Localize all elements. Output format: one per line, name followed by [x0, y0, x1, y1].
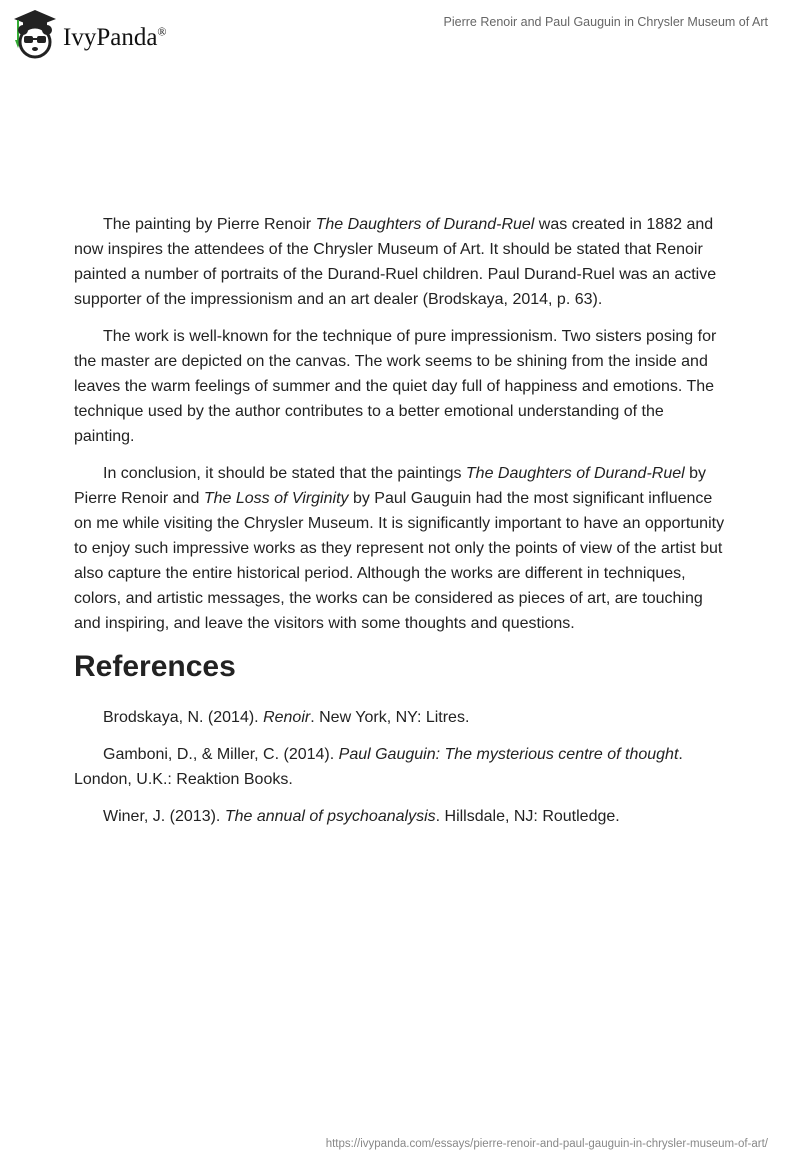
reference-item: [74, 804, 726, 829]
text: . Hillsdale, NJ: Routledge.: [435, 808, 620, 825]
painting-title: The Loss of Virginity: [203, 490, 349, 507]
panda-graduate-icon: [12, 8, 58, 60]
text: Brodskaya, N. (2014).: [103, 709, 264, 726]
painting-title: The Daughters of Durand-Ruel: [315, 216, 535, 233]
text: . New York, NY: Litres.: [310, 709, 470, 726]
reference-item: [74, 742, 726, 792]
paragraph: [74, 461, 726, 636]
text: Gamboni, D., & Miller, C. (2014).: [103, 746, 339, 763]
references-heading: References: [74, 650, 236, 683]
work-title: The annual of psychoanalysis: [224, 808, 436, 825]
painting-title: The Daughters of Durand-Ruel: [465, 465, 685, 482]
document-title: Pierre Renoir and Paul Gauguin in Chrysler Museum of Art: [443, 15, 768, 29]
paragraph: [74, 212, 726, 312]
text: In conclusion, it should be stated that the paintings: [103, 465, 466, 482]
essay-content: [74, 212, 726, 841]
text: The painting by Pierre Renoir: [103, 216, 316, 233]
ivypanda-logo[interactable]: [12, 8, 167, 60]
text: was created in 1882 and now inspires the attendees of the Chrysler Museum of Art. It should be stated that Renoir painted a number of portraits of the Durand-Ruel children. Paul Durand-Ruel was an active supporter of the impressionism and an art dealer (Brodskaya, 2014, p. 63).: [74, 216, 717, 308]
text: Winer, J. (2013).: [103, 808, 225, 825]
logo-text: IvyPanda: [63, 24, 158, 51]
text: by Pierre Renoir and: [74, 465, 707, 507]
source-url-link[interactable]: https://ivypanda.com/essays/pierre-renoir-and-paul-gauguin-in-chrysler-museum-of-art/: [325, 1138, 768, 1150]
reference-item: [74, 705, 726, 730]
paragraph: The work is well-known for the technique of pure impressionism. Two sisters posing for the master are depicted on the canvas. The work seems to be shining from the inside and leaves the warm feelings of summer and the quiet day full of happiness and emotions. The technique used by the author contributes to a better emotional understanding of the painting.: [74, 328, 717, 445]
work-title: Paul Gauguin: The mysterious centre of thought: [338, 746, 679, 763]
text: . London, U.K.: Reaktion Books.: [74, 746, 683, 788]
work-title: Renoir: [263, 709, 311, 726]
text: by Paul Gauguin had the most significant influence on me while visiting the Chrysler Museum. It is significantly important to have an opportunity to enjoy such impressive works as they represent not only the points of view of the artist but also capture the entire historical period. Although the works are different in techniques, colors, and artistic messages, the works can be considered as pieces of art, are touching and inspiring, and leave the visitors with some thoughts and questions.: [74, 490, 725, 632]
registered-mark: ®: [157, 24, 167, 39]
